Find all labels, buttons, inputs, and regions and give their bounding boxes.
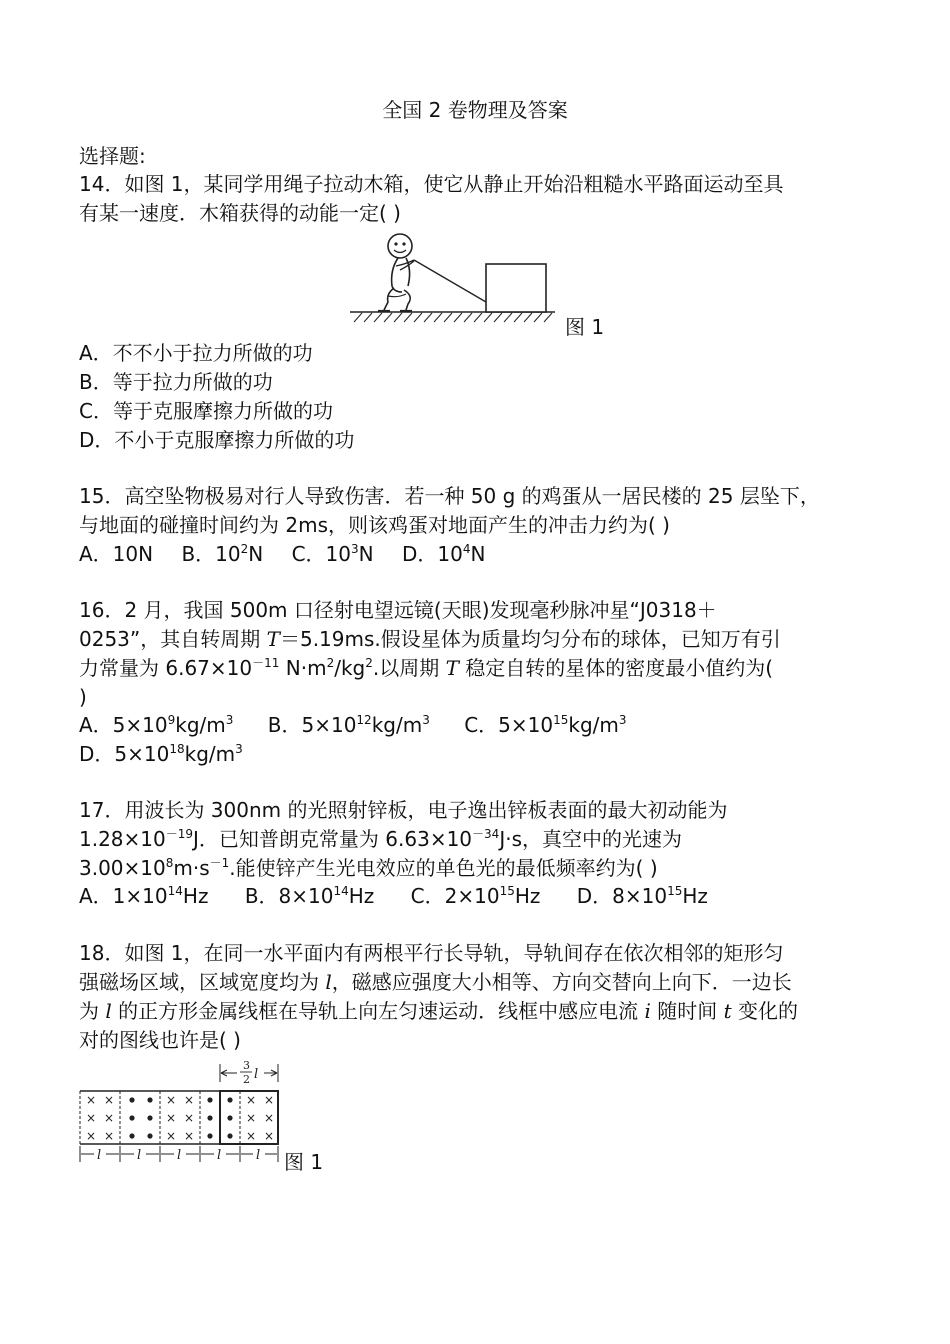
field-dot [227,1115,232,1120]
field-cross: × [86,1093,97,1107]
field-cross: × [86,1129,97,1143]
q16-options-row2 [79,740,243,768]
field-dot [207,1133,212,1138]
field-dot [147,1133,152,1138]
field-cross: × [264,1129,275,1143]
field-cross: × [246,1129,257,1143]
section-heading: 选择题: [79,144,146,168]
field-cross: × [166,1111,177,1125]
field-cross: × [104,1093,115,1107]
q18-stem-line3: 为 l 的正方形金属线框在导轨上向左匀速运动．线框中感应电流 i 随时间 t 变化的 [79,999,799,1023]
field-dot [227,1097,232,1102]
q18-fig-bottom-l: l [97,1148,102,1163]
q14-option-c: C．等于克服摩擦力所做的功 [79,399,333,423]
q14-figure-person-pulling-box [350,230,560,326]
q16-stem-line3: 力常量为 $6.67\times 10^{-11}$ $N\cdot m^2/kg^2$.以周期 T 稳定自转的星体的密度最小值约为( [79,656,774,680]
q17-stem-line1: 17．用波长为 300nm 的光照射锌板，电子逸出锌板表面的最大初动能为 [79,798,728,822]
q16-options-row1 [79,711,627,739]
field-cross: × [184,1111,195,1125]
q15-option-b: B．$10^2N$ [181,542,264,566]
q18-figure-label: 图 1 [284,1150,324,1174]
field-cross: × [104,1129,115,1143]
q15-option-a: A．10N [79,542,154,566]
q18-fig-frac-den: 2 [243,1073,250,1086]
q18-fig-bottom-l: l [256,1148,261,1163]
field-dot [129,1115,134,1120]
q18-stem-line4: 对的图线也许是( ) [79,1028,241,1052]
field-dot [227,1133,232,1138]
q16-option-a: A．$5\times 10^9kg/m^3$ [79,713,234,737]
q18-figure-magnetic-field [80,1058,280,1168]
q16-stem-line4: ) [79,685,87,709]
q18-fig-frac-num: 3 [243,1059,250,1072]
q17-stem-line3: $3.00\times 10^8m\cdot s^{-1}$.能使锌产生光电效应的单色光的最低频率约为( ) [79,856,658,880]
q17-option-d: D．$8\times 10^{15}Hz$ [576,884,708,908]
field-cross: × [246,1093,257,1107]
q14-stem-line2: 有某一速度．木箱获得的动能一定( ) [79,201,401,225]
field-cross: × [166,1129,177,1143]
field-cross: × [104,1111,115,1125]
q15-stem-line1: 15．高空坠物极易对行人导致伤害．若一种 50 g 的鸡蛋从一居民楼的 25 层坠下， [79,484,820,508]
field-dot [207,1115,212,1120]
field-cross: × [184,1129,195,1143]
q14-figure-label: 图 1 [565,315,605,339]
q16-stem-line1: 16．2 月，我国 500m 口径射电望远镜(天眼)发现毫秒脉冲星“J0318＋ [79,598,717,622]
field-cross: × [264,1111,275,1125]
q14-option-d: D．不小于克服摩擦力所做的功 [79,428,355,452]
q14-option-b: B．等于拉力所做的功 [79,370,273,394]
q17-option-c: C．$2\times 10^{15}Hz$ [410,884,541,908]
q16-option-b: B．$5\times 10^{12}kg/m^3$ [267,713,430,737]
field-cross: × [264,1093,275,1107]
q15-option-c: C．$10^3N$ [291,542,374,566]
field-cross: × [86,1111,97,1125]
q15-option-d: D．$10^4N$ [401,542,486,566]
q15-options [79,540,485,568]
q14-stem-line1: 14．如图 1，某同学用绳子拉动木箱，使它从静止开始沿粗糙水平路面运动至具 [79,172,784,196]
field-cross: × [166,1093,177,1107]
field-dot [129,1097,134,1102]
q17-options [79,882,708,910]
q17-stem-line2: $1.28\times 10^{-19}J$．已知普朗克常量为 $6.63\times 10^{-34}J\cdot s$，真空中的光速为 [79,827,682,851]
field-dot [147,1115,152,1120]
field-dot [129,1133,134,1138]
q18-fig-bottom-l: l [137,1148,142,1163]
q15-stem-line2: 与地面的碰撞时间约为 2ms，则该鸡蛋对地面产生的冲击力约为( ) [79,513,670,537]
q16-option-d: D．$5\times 10^{18}kg/m^3$ [79,742,243,766]
q17-option-a: A．$1\times 10^{14}Hz$ [79,884,209,908]
field-cross: × [246,1111,257,1125]
q16-option-c: C．$5\times 10^{15}kg/m^3$ [464,713,627,737]
q18-stem-line2: 强磁场区域，区域宽度均为 l，磁感应强度大小相等、方向交替向上向下．一边长 [79,970,792,994]
q16-stem-line2: 0253”，其自转周期 T＝5.19ms.假设星体为质量均匀分布的球体，已知万有引 [79,627,781,651]
document-title: 全国 2 卷物理及答案 [382,98,568,122]
q18-fig-bottom-l: l [177,1148,182,1163]
q17-option-b: B．$8\times 10^{14}Hz$ [244,884,375,908]
q18-fig-top-l: l [254,1067,259,1082]
q14-option-a: A．不不小于拉力所做的功 [79,341,313,365]
field-cross: × [184,1093,195,1107]
field-dot [147,1097,152,1102]
q18-fig-bottom-l: l [217,1148,222,1163]
field-dot [207,1097,212,1102]
q18-stem-line1: 18．如图 1，在同一水平面内有两根平行长导轨，导轨间存在依次相邻的矩形匀 [79,941,784,965]
